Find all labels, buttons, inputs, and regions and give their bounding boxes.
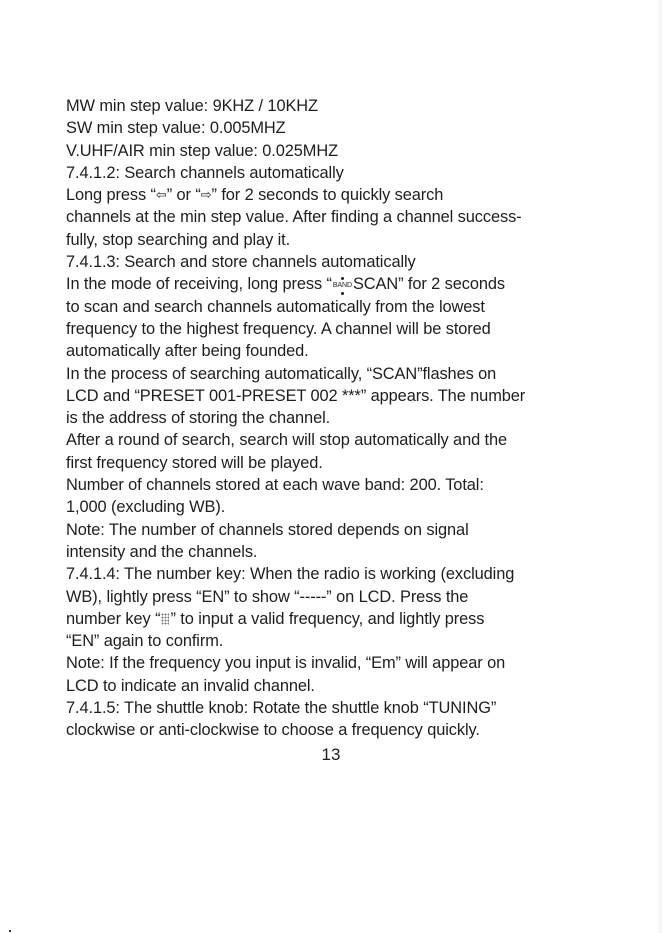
text-line: is the address of storing the channel.: [66, 409, 331, 428]
text-line: MW min step value: 9KHZ / 10KHZ: [66, 97, 318, 115]
text-line: V.UHF/AIR min step value: 0.025MHZ: [66, 141, 339, 160]
section-heading: 7.4.1.5: The shuttle knob: Rotate the shuttle knob “TUNING”: [66, 699, 497, 718]
text-line: to scan and search channels automatically from the lowest: [66, 297, 485, 316]
text-line: 1,000 (excluding WB).: [66, 498, 226, 517]
note-line: Note: If the frequency you input is invalid, “Em” will appear on: [66, 654, 506, 673]
text-line: In the process of searching automatically, “SCAN”flashes on: [66, 364, 497, 383]
text-line: frequency to the highest frequency. A channel will be stored: [66, 319, 491, 338]
section-heading: 7.4.1.3: Search and store channels automatically: [66, 253, 416, 272]
text-line: Long press “⇦” or “⇨” for 2 seconds to quickly search: [66, 184, 606, 206]
text-line: automatically after being founded.: [66, 342, 309, 361]
page-edge-shadow: [656, 0, 662, 933]
text-line: Number of channels stored at each wave band: 200. Total:: [66, 476, 484, 495]
right-arrow-icon: ⇨: [200, 187, 212, 203]
text-line: In the mode of receiving, long press “BANDSCAN” for 2 seconds: [66, 275, 506, 294]
text-line: channels at the min step value. After finding a channel success-: [66, 208, 522, 227]
section-heading: 7.4.1.4: The number key: When the radio is working (excluding: [66, 565, 515, 584]
page-number: 13: [321, 745, 341, 764]
text-line: first frequency stored will be played.: [66, 453, 323, 472]
text-line: WB), lightly press “EN” to show “-----” on LCD. Press the: [66, 587, 469, 606]
scan-speck: [9, 930, 11, 932]
text-line: After a round of search, search will stop automatically and the: [66, 431, 508, 450]
text-line: clockwise or anti-clockwise to choose a frequency quickly.: [66, 721, 480, 740]
section-heading: 7.4.1.2: Search channels automatically: [66, 163, 344, 182]
text-line: intensity and the channels.: [66, 542, 258, 561]
band-button-icon: BAND: [332, 282, 352, 290]
note-line: Note: The number of channels stored depends on signal: [66, 520, 469, 539]
text-line: fully, stop searching and play it.: [66, 230, 291, 249]
text-line: LCD to indicate an invalid channel.: [66, 676, 315, 695]
text-line: number key “ ” to input a valid frequency, and lightly press: [66, 609, 485, 628]
left-arrow-icon: ⇦: [155, 187, 167, 203]
text-line: LCD and “PRESET 001-PRESET 002 ***” appears. The number: [66, 386, 526, 405]
manual-text-body: [66, 95, 606, 742]
text-line: SW min step value: 0.005MHZ: [66, 119, 286, 138]
text-line: “EN” again to confirm.: [66, 632, 224, 651]
number-keypad-icon: [161, 613, 169, 625]
